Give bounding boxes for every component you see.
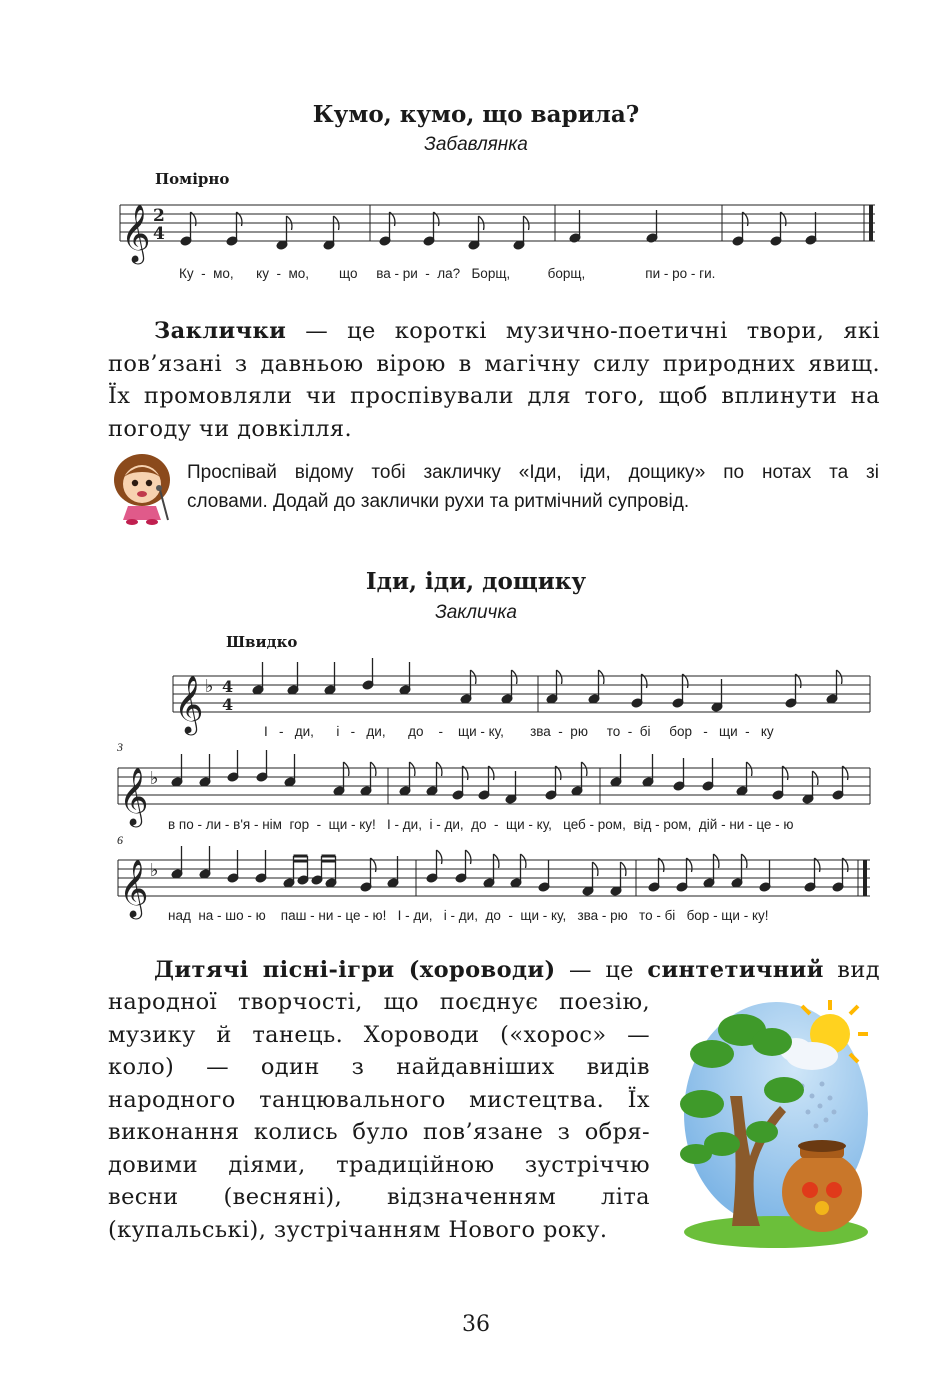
song2-lyrics-line2: в по - ли - в'я - нім гор - щи - ку! І - ди, і - ди, до - щи - ку, цеб - ром, від - ром, дій - ни - це - ю <box>168 817 794 832</box>
measure-number-3: 3 <box>117 740 123 754</box>
song2-title: Іди, іди, дощику <box>365 568 587 595</box>
song1-lyrics: Ку - мо, ку - мо, що ва - ри - ла? Борщ, борщ, пи - ро - ги. <box>179 266 716 281</box>
treble-clef-icon: 𝄞 <box>174 675 204 733</box>
paragraph-zaklychky: Заклички — це короткі музично-поетичні твори, які пов’язані з давньою вірою в магічну силу природних явищ. Їх промовляли чи проспівували для того, щоб вплинути на погоду чи довкілля. <box>108 318 880 442</box>
song2-lyrics-line3: над на - шо - ю паш - ни - це - ю! І - ди, і - ди, до - щи - ку, зва - рю то - бі бор - щи - ку! <box>168 908 769 923</box>
song1-subtitle: Забавлянка <box>424 134 528 155</box>
term-zaklychky: Заклички <box>154 318 287 344</box>
term-syntetychnyi: синтетичний <box>647 957 824 983</box>
song2-tempo: Швидко <box>226 633 298 651</box>
flat-icon: ♭ <box>150 768 159 789</box>
song2-lyrics-line1: І - ди, і - ди, до - щи - ку, зва - рю то - бі бор - щи - ку <box>264 724 774 739</box>
measure-number-6: 6 <box>117 833 123 847</box>
song1-title: Кумо, кумо, що варила? <box>312 101 640 128</box>
svg-text:2: 2 <box>153 206 165 226</box>
task-instruction: Проспівай відому тобі закличку «Іди, іди, дощику» по нотах та зі словами. Додай до заклички рухи та ритмічний супровід. <box>187 462 879 512</box>
svg-text:4: 4 <box>222 677 234 696</box>
treble-clef-icon: 𝄞 <box>119 767 149 825</box>
treble-clef-icon: 𝄞 <box>119 859 149 917</box>
treble-clef-icon: 𝄞 <box>121 204 151 262</box>
svg-text:4: 4 <box>222 695 234 714</box>
song2-subtitle: Закличка <box>435 602 517 623</box>
term-khorovody: Дитячі пісні-ігри (хороводи) <box>154 957 556 983</box>
svg-text:4: 4 <box>153 224 165 244</box>
page-number: 36 <box>462 1312 490 1337</box>
paragraph-khorovody: народної творчості, що поєднує поезію, музику й танець. Хороводи («хорос» — коло) — один з найдавніших видів народного танцювального мистецтва. Їх виконання колись було пов’язане з обря- довими діями, традиційною зустріччю весни (весняні), відзначенням літа (купальські), зустрічанням Нового року. <box>108 989 650 1243</box>
flat-icon: ♭ <box>205 676 214 697</box>
paragraph-khorovody-first-line: Дитячі пісні-ігри (хороводи) — це синтетичний вид <box>154 957 880 983</box>
tree-sun-rain-pot-illustration <box>672 994 872 1248</box>
song1-tempo: Помірно <box>155 170 230 188</box>
flat-icon: ♭ <box>150 860 159 881</box>
